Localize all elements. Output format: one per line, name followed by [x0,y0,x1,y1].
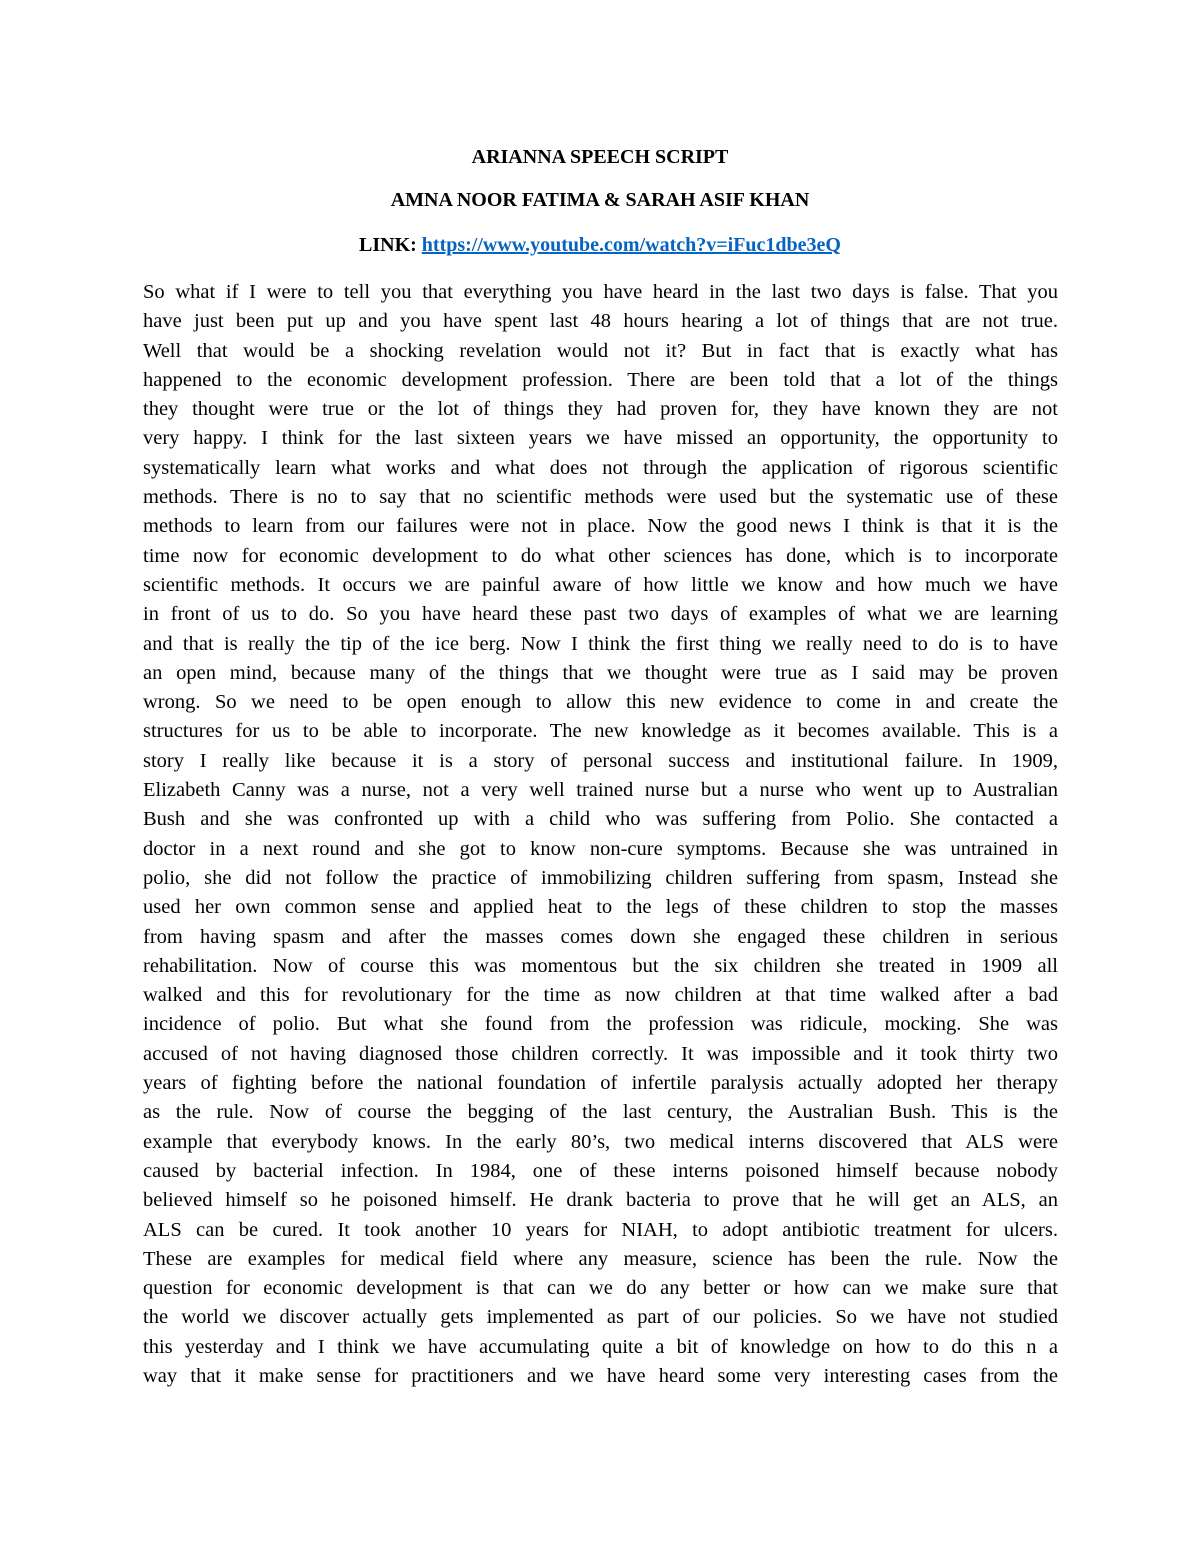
document-title: ARIANNA SPEECH SCRIPT [471,146,729,168]
body-line: wrong. So we need to be open enough to allow this new evidence to come in and create the [143,691,1058,714]
body-line: So what if I were to tell you that everything you have heard in the last two days is false. That you [143,281,1058,303]
body-line: way that it make sense for practitioners and we have heard some very interesting cases from the [143,1364,1058,1387]
body-line: Well that would be a shocking revelation would not it? But in fact that is exactly what has [143,339,1058,362]
body-line: accused of not having diagnosed those children correctly. It was impossible and it took thirty two [143,1042,1058,1065]
body-line: polio, she did not follow the practice of immobilizing children suffering from spasm, Instead she [143,866,1058,889]
body-line: as the rule. Now of course the begging of the last century, the Australian Bush. This is the [143,1101,1058,1124]
link-label: LINK: [359,234,422,256]
body-line: incidence of polio. But what she found from the profession was ridicule, mocking. She was [143,1013,1058,1036]
body-line: and that is really the tip of the ice berg. Now I think the first thing we really need to do is to have [143,632,1058,655]
body-line: very happy. I think for the last sixteen years we have missed an opportunity, the opportunity to [143,427,1058,450]
body-line: doctor in a next round and she got to know non-cure symptoms. Because she was untrained in [143,837,1058,860]
body-line: an open mind, because many of the things that we thought were true as I said may be proven [143,661,1058,684]
document-authors: AMNA NOOR FATIMA & SARAH ASIF KHAN [390,189,810,211]
link-line [0,233,1200,257]
body-line: used her own common sense and applied heat to the legs of these children to stop the masses [143,896,1058,919]
body-line: ALS can be cured. It took another 10 years for NIAH, to adopt antibiotic treatment for ulcers. [143,1218,1058,1241]
body-line: have just been put up and you have spent last 48 hours hearing a lot of things that are not true. [143,310,1058,333]
body-line: caused by bacterial infection. In 1984, one of these interns poisoned himself because nobody [143,1159,1058,1182]
body-line: happened to the economic development profession. There are been told that a lot of the things [143,368,1058,391]
body-line: years of fighting before the national foundation of infertile paralysis actually adopted her therapy [143,1072,1058,1095]
body-line: structures for us to be able to incorporate. The new knowledge as it becomes available. This is a [143,720,1058,743]
body-line: methods to learn from our failures were not in place. Now the good news I think is that it is the [143,515,1058,538]
body-line: rehabilitation. Now of course this was momentous but the six children she treated in 1909 all [143,954,1058,977]
body-line: systematically learn what works and what does not through the application of rigorous scientific [143,456,1058,479]
body-line: Bush and she was confronted up with a child who was suffering from Polio. She contacted a [143,808,1058,831]
body-line: methods. There is no to say that no scientific methods were used but the systematic use of these [143,486,1058,509]
body-line: they thought were true or the lot of things they had proven for, they have known they are not [143,398,1058,421]
body-line: from having spasm and after the masses comes down she engaged these children in serious [143,925,1058,948]
body-line: this yesterday and I think we have accumulating quite a bit of knowledge on how to do this n a [143,1335,1058,1358]
body-line: story I really like because it is a story of personal success and institutional failure. In 1909, [143,749,1058,772]
body-line: Elizabeth Canny was a nurse, not a very well trained nurse but a nurse who went up to Australian [143,779,1058,802]
body-line: These are examples for medical field where any measure, science has been the rule. Now the [143,1247,1058,1270]
body-line: the world we discover actually gets implemented as part of our policies. So we have not studied [143,1306,1058,1329]
body-line: walked and this for revolutionary for the time as now children at that time walked after a bad [143,984,1058,1007]
body-text [143,278,1058,1391]
body-line: believed himself so he poisoned himself. He drank bacteria to prove that he will get an ALS, an [143,1189,1058,1212]
body-line: example that everybody knows. In the early 80’s, two medical interns discovered that ALS were [143,1130,1058,1153]
body-line: scientific methods. It occurs we are painful aware of how little we know and how much we have [143,573,1058,596]
body-line: time now for economic development to do what other sciences has done, which is to incorporate [143,544,1058,567]
youtube-link[interactable]: https://www.youtube.com/watch?v=iFuc1dbe3eQ [421,234,841,256]
body-line: question for economic development is that can we do any better or how can we make sure that [143,1277,1058,1300]
body-line: in front of us to do. So you have heard these past two days of examples of what we are learning [143,603,1058,626]
